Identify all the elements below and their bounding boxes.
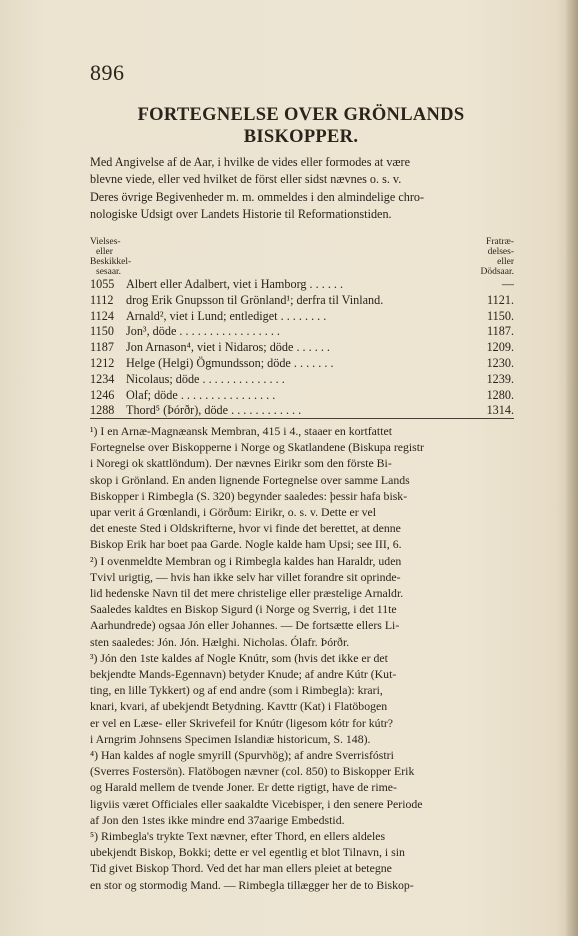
footnote-line: upar verit á Grœnlandi, i Görðum: Eirikr, o. s. v. Dette er vel <box>90 505 377 520</box>
end-year: 1280. <box>486 387 514 402</box>
list-item <box>90 293 514 309</box>
entry-text: Olaf; döde . . . . . . . . . . . . . . . . <box>126 387 276 402</box>
end-year: 1314. <box>486 403 514 418</box>
intro-line: nologiske Udsigt over Landets Historie til Reformationstiden. <box>90 207 392 222</box>
start-year: 1112 <box>90 292 114 307</box>
intro-paragraph <box>90 154 514 224</box>
footnote-line: skop i Grönland. En anden lignende Fortegnelse over samme Lands <box>90 472 410 487</box>
footnote-line: Biskop Erik har boet paa Garde. Nogle kalde ham Upsi; see III, 6. <box>90 537 402 552</box>
end-year: — <box>501 277 514 291</box>
footnote-divider <box>90 418 514 419</box>
footnote-line: Tvivl urigtig, — hvis han ikke selv har villet forandre sit oprinde- <box>90 569 401 584</box>
page-title <box>88 104 514 148</box>
header-right-line: eller <box>497 257 514 267</box>
intro-line: Deres övrige Begivenheder m. m. ommeldes i den almindelige chro- <box>90 189 425 204</box>
header-right-line: delses- <box>487 247 514 257</box>
bishop-list <box>90 277 514 419</box>
entry-text: Nicolaus; döde . . . . . . . . . . . . . . <box>126 371 285 386</box>
footnote-line: Biskopper i Rimbegla (S. 320) begynder saaledes: þessir hafa bisk- <box>90 488 408 503</box>
end-year: 1230. <box>486 355 514 370</box>
footnote-line: af Jon den 1stes ikke mindre end 37aarige Embedstid. <box>90 812 345 827</box>
entry-text: Jon³, döde . . . . . . . . . . . . . . . . . <box>126 324 280 339</box>
column-header-right <box>460 237 514 277</box>
footnotes <box>90 423 514 893</box>
list-item <box>90 277 514 293</box>
header-left-line: sesaar. <box>96 267 122 277</box>
footnote-line: ²) I ovenmeldte Membran og i Rimbegla kaldes han Haraldr, uden <box>90 553 402 568</box>
start-year: 1246 <box>90 387 115 402</box>
footnote-line: knari, kvari, af ubekjendt Betydning. Kavttr (Kat) i Flatöbogen <box>90 699 388 714</box>
list-item <box>90 324 514 340</box>
title-line-1: FORTEGNELSE OVER GRÖNLANDS <box>137 105 465 125</box>
list-item <box>90 340 514 356</box>
footnote-line: i Noregi ok skattlöndum). Der nævnes Eirikr som den förste Bi- <box>90 456 392 471</box>
start-year: 1234 <box>90 371 115 386</box>
entry-text: drog Erik Gnupsson til Grönland¹; derfra til Vinland. <box>126 292 384 307</box>
intro-line: Med Angivelse af de Aar, i hvilke de vides eller formodes at være <box>90 155 411 169</box>
footnote-line: en stor og stormodig Mand. — Rimbegla tillægger her de to Biskop- <box>90 877 414 892</box>
start-year: 1187 <box>90 340 114 355</box>
start-year: 1150 <box>90 324 114 339</box>
footnote-line: i Arngrim Johnsens Specimen Islandiæ historicum, S. 148). <box>90 731 371 746</box>
footnote-line: lid hedenske Navn til det mere christelige eller præstelige Arnaldr. <box>90 586 404 601</box>
footnote-line: sten saaledes: Jón. Jón. Hælghi. Nicholas. Ólafr. Þórðr. <box>90 634 350 649</box>
end-year: 1209. <box>486 340 514 355</box>
list-item <box>90 309 514 325</box>
intro-line: blevne viede, eller ved hvilket de först eller sidst nævnes o. s. v. <box>90 172 402 187</box>
list-item <box>90 356 514 372</box>
header-right-line: Fratræ- <box>486 237 514 247</box>
header-left-line: Beskikkel- <box>90 257 132 267</box>
entry-text: Albert eller Adalbert, viet i Hamborg . . . . . . <box>126 277 344 291</box>
start-year: 1288 <box>90 403 115 418</box>
end-year: 1150. <box>487 308 514 323</box>
footnote-line: er vel en Læse- eller Skrivefeil for Knútr (ligesom kótr for kútr? <box>90 715 394 730</box>
footnote-line: ligviis været Officiales eller saakaldte Vicebisper, i den senere Periode <box>90 796 423 811</box>
header-left-line: Vielses- <box>90 237 121 247</box>
list-item <box>90 403 514 419</box>
footnote-line: bekjendte Mands-Egennavn) betyder Knude; af andre Kútr (Kut- <box>90 667 397 682</box>
end-year: 1121. <box>487 292 514 307</box>
list-item <box>90 388 514 404</box>
title-line-2: BISKOPPER. <box>243 127 359 147</box>
entry-text: Helge (Helgi) Ögmundsson; döde . . . . . . . <box>126 355 334 370</box>
list-item <box>90 372 514 388</box>
page-number: 896 <box>90 60 125 85</box>
header-right-line: Dödsaar. <box>480 267 514 277</box>
start-year: 1124 <box>90 308 114 323</box>
footnote-line: det eneste Sted i Oldskrifterne, hvor vi finde det berettet, at denne <box>90 521 401 536</box>
footnote-line: ubekjendt Biskop, Bokki; dette er vel egentlig et blot Tilnavn, i sin <box>90 845 405 860</box>
footnote-line: og Harald mellem de tvende Joner. Er dette rigtigt, have de rime- <box>90 780 397 795</box>
start-year: 1055 <box>90 277 115 291</box>
footnote-line: ting, en lille Tykkert) og af end andre (som i Rimbegla): krari, <box>90 683 383 698</box>
header-left-line: eller <box>96 247 113 257</box>
entry-text: Arnald², viet i Lund; entlediget . . . . . . . . <box>126 308 327 323</box>
end-year: 1187. <box>487 324 514 339</box>
footnote-line: Saaledes kaldtes en Biskop Sigurd (i Norge og Sverrig, i det 11te <box>90 602 397 617</box>
footnote-line: ⁴) Han kaldes af nogle smyrill (Spurvhög); af andre Sverrisfóstri <box>90 748 394 763</box>
column-header-left <box>90 237 131 277</box>
footnote-line: Fortegnelse over Biskopperne i Norge og Skatlandene (Biskupa registr <box>90 440 424 455</box>
footnote-line: ³) Jón den 1ste kaldes af Nogle Knútr, som (hvis det ikke er det <box>90 650 388 665</box>
footnote-line: (Sverres Fostersön). Flatöbogen nævner (col. 850) to Biskopper Erik <box>90 764 415 779</box>
footnote-line: ¹) I en Arnæ-Magnæansk Membran, 415 i 4., staaer en kortfattet <box>90 424 392 438</box>
start-year: 1212 <box>90 355 115 370</box>
entry-text: Thord⁵ (Þórðr), döde . . . . . . . . . . . . <box>126 403 302 418</box>
footnote-line: ⁵) Rimbegla's trykte Text nævner, efter Thord, en ellers aldeles <box>90 829 386 844</box>
page-gutter <box>566 0 578 936</box>
entry-text: Jon Arnason⁴, viet i Nidaros; döde . . . . . . <box>126 340 330 355</box>
end-year: 1239. <box>486 371 514 386</box>
footnote-line: Tid givet Biskop Thord. Ved det har man ellers pleiet at betegne <box>90 861 392 876</box>
footnote-line: Aarhundrede) ogsaa Jón eller Johannes. — De fortsætte ellers Li- <box>90 618 400 633</box>
